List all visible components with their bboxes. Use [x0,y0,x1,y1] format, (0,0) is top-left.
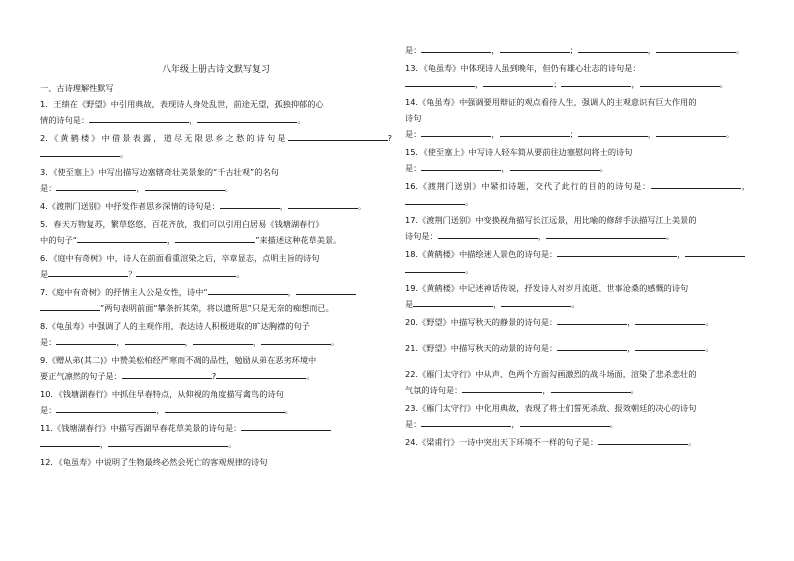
question-20: 20.《野望》中描写秋天的静景的诗句是： ， 。 [405,317,714,327]
answer-blank[interactable] [216,369,306,379]
answer-blank[interactable] [546,229,666,239]
question-16: 16.《渡荆门送别》中紧扣诗题，交代了此行的目的的诗句是： ，。 [405,181,750,207]
question-13: 13．《龟虽寿》中体现诗人虽到晚年，但仍有雄心壮志的诗句是： ， ； ， 。 [405,63,728,89]
question-text: ？ [128,269,137,279]
answer-blank[interactable] [40,147,120,157]
question-text: 21.《野望》中描写秋天的动景的诗句是： [405,343,558,353]
answer-blank[interactable] [405,195,465,205]
answer-blank[interactable] [208,285,288,295]
answer-blank[interactable] [578,43,648,53]
question-15: 15．《使至塞上》中写诗人轻车简从要前往边塞慰问将士的诗句 是： ， 。 [405,147,633,173]
answer-blank[interactable] [175,233,255,243]
question-5: 5．春天万物复苏，繁草悠悠，百花齐放，我们可以引用白居易《钱塘湖春行》 中的句子“ ， ”来描述这种花草美景。 [40,219,342,245]
answer-blank[interactable] [288,199,358,209]
question-2: 2.《黄鹤楼》中借景表露，道尽无限思乡之愁的诗句是 ?。 [40,133,392,159]
question-8: 8.《龟虽寿》中强调了人的主观作用，表达诗人积极进取的旷达胸襟的句子 是： ， ， ， 。 [40,321,340,347]
answer-blank[interactable] [421,161,501,171]
question-18: 18.《黄鹤楼》中描绘迷人景色的诗句是： ， 。 [405,246,750,278]
answer-blank[interactable] [261,335,331,345]
question-text: 是： [405,163,422,173]
question-text: ”来描述这种花草美景。 [255,235,342,245]
question-text: 20.《野望》中描写秋天的静景的诗句是： [405,317,558,327]
answer-blank[interactable] [656,43,736,53]
question-text: 10．《钱塘湖春行》中抓住早春特点，从仰视的角度描写禽鸟的诗句 [40,389,284,399]
answer-blank[interactable] [635,315,705,325]
answer-blank[interactable] [165,403,285,413]
question-text: ? [211,371,217,381]
answer-blank[interactable] [685,247,745,257]
question-12-continued: 是： ， ； ， 。 [405,45,745,55]
page-title: 八年级上册古诗文默写复习 [161,65,270,75]
question-text: 14.《龟虽寿》中强调要用辩证的观点看待人生，强调人的主观意识有巨大作用的 [405,97,697,107]
question-10: 10．《钱塘湖春行》中抓住早春特点，从仰视的角度描写禽鸟的诗句 是： ， 。 [40,389,293,415]
answer-blank[interactable] [598,435,688,445]
question-text: 11.《钱塘湖春行》中描写西湖早春花草美景的诗句是： [40,423,242,433]
question-9: 9.《赠从弟(其二)》中赞美松柏经严寒而不凋的品性，勉励从弟在恶劣环境中 要正气凛然的句子是： ? 。 [40,355,317,381]
answer-blank[interactable] [241,421,331,431]
answer-blank[interactable] [136,267,236,277]
question-text: 8.《龟虽寿》中强调了人的主观作用，表达诗人积极进取的旷达胸襟的句子 [40,321,310,331]
question-23: 23.《雁门太守行》中化用典故，表现了将士们誓死杀敌、报效朝廷的决心的诗句 是： ， 。 [405,403,697,429]
answer-blank[interactable] [557,341,627,351]
answer-blank[interactable] [145,181,225,191]
answer-blank[interactable] [40,301,100,311]
question-12 [40,454,392,470]
answer-blank[interactable] [500,127,570,137]
left-column [40,0,392,472]
answer-blank[interactable] [56,335,116,345]
question-text: 6．《庭中有奇树》中，诗人在前面看重渲染之后，卒章显志，点明主旨的诗句 [40,253,320,263]
answer-blank[interactable] [288,131,388,141]
section-heading: 一、古诗理解性默写 [40,83,114,93]
question-text: 22.《雁门太守行》中从声、色两个方面勾画激烈的战斗场面，渲染了悲杀悲壮的 [405,369,697,379]
answer-blank[interactable] [193,335,253,345]
answer-blank[interactable] [405,263,465,273]
answer-blank[interactable] [557,247,677,257]
answer-blank[interactable] [640,77,720,87]
answer-blank[interactable] [462,383,542,393]
answer-blank[interactable] [108,437,228,447]
answer-blank[interactable] [520,417,610,427]
question-text: 1．王绩在《野望》中引用典故，表现诗人身处乱世，前途无望，孤独抑郁的心 [40,99,324,109]
question-text: 23.《雁门太守行》中化用典故，表现了将士们誓死杀敌、报效朝廷的决心的诗句 [405,403,697,413]
question-24: 24.《梁甫行》一诗中突出天下环境不一样的句子是： 。 [405,437,697,447]
answer-blank[interactable] [405,77,475,87]
answer-blank[interactable] [551,383,631,393]
question-text: 是： [405,45,422,55]
answer-blank[interactable] [656,127,726,137]
question-4: 4.《渡荆门送别》中抒发作者思乡深情的诗句是： ， 。 [40,201,367,211]
answer-blank[interactable] [413,297,493,307]
answer-blank[interactable] [510,161,600,171]
question-text: 是： [40,183,57,193]
question-3: 3．《使至塞上》中写出描写边塞辖奇壮美景象的“千古壮观”的名句 是： ， 。 [40,167,279,193]
question-text: 5．春天万物复苏，繁草悠悠，百花齐放，我们可以引用白居易《钱塘湖春行》 [40,219,324,229]
question-text: 要正气凛然的句子是： [40,371,122,381]
question-text: 是： [405,419,422,429]
question-text: 24.《梁甫行》一诗中突出天下环境不一样的句子是： [405,437,599,447]
answer-blank[interactable] [197,113,297,123]
question-1: 1．王绩在《野望》中引用典故，表现诗人身处乱世，前途无望，孤独抑郁的心 情的诗句是： ， 。 [40,99,324,125]
answer-blank[interactable] [578,127,648,137]
answer-blank[interactable] [296,285,356,295]
answer-blank[interactable] [651,179,741,189]
question-text: 4.《渡荆门送别》中抒发作者思乡深情的诗句是： [40,201,220,211]
answer-blank[interactable] [122,369,212,379]
question-text: 是： [405,129,422,139]
answer-blank[interactable] [635,341,705,351]
question-22: 22.《雁门太守行》中从声、色两个方面勾画激烈的战斗场面，渲染了悲杀悲壮的 气氛的诗句是： ， 。 [405,369,697,395]
question-text: 诗句是： [405,231,438,241]
answer-blank[interactable] [557,315,627,325]
question-6: 6．《庭中有奇树》中，诗人在前面看重渲染之后，卒章显志，点明主旨的诗句 是 ？ 。 [40,253,320,279]
question-text: 7.《庭中有奇树》的抒情主人公是女性，诗中“ [40,287,208,297]
answer-blank[interactable] [438,229,538,239]
answer-blank[interactable] [40,437,100,447]
question-text: 13．《龟虽寿》中体现诗人虽到晚年，但仍有雄心壮志的诗句是： [405,63,641,73]
question-text: 诗句 [405,113,422,123]
spacer [405,332,750,340]
question-text: 3．《使至塞上》中写出描写边塞辖奇壮美景象的“千古壮观”的名句 [40,167,279,177]
question-text: ”两句表明前面“攀条折其荣，将以遗所思”只是无奈的痴想而已。 [100,303,334,313]
question-text: 9.《赠从弟(其二)》中赞美松柏经严寒而不凋的品性，勉励从弟在恶劣环境中 [40,355,317,365]
question-text: 是： [40,405,57,415]
answer-blank[interactable] [77,233,167,243]
question-7: 7.《庭中有奇树》的抒情主人公是女性，诗中“ ， ”两句表明前面“攀条折其荣，将以遗所思”只是无奈的痴想而已。 [40,284,392,316]
question-text: 17.《渡荆门送别》中变换视角描写长江远景，用比喻的修辞手法描写江上美景的 [405,215,697,225]
answer-blank[interactable] [483,77,553,87]
question-text: 是 [40,269,49,279]
question-14: 14.《龟虽寿》中强调要用辩证的观点看待人生，强调人的主观意识有巨大作用的 诗句 是： ， ； ， 。 [405,97,735,139]
question-text: 是： [40,337,57,347]
right-column [405,42,750,452]
question-text: 12．《龟虽寿》中说明了生物最终必然会死亡的客观规律的诗句 [40,457,268,467]
answer-blank[interactable] [421,417,511,427]
question-17: 17.《渡荆门送别》中变换视角描写长江远景，用比喻的修辞手法描写江上美景的 诗句是： ， 。 [405,215,697,241]
answer-blank[interactable] [220,199,280,209]
spacer [405,358,750,366]
question-text: 中的句子“ [40,235,77,245]
answer-blank[interactable] [125,335,185,345]
question-text: 气氛的诗句是： [405,385,463,395]
answer-blank[interactable] [501,297,571,307]
answer-blank[interactable] [421,43,491,53]
answer-blank[interactable] [500,43,570,53]
question-text: 16.《渡荆门送别》中紧扣诗题，交代了此行的目的的诗句是： [405,181,652,191]
answer-blank[interactable] [48,267,128,277]
answer-blank[interactable] [56,181,136,191]
question-text: 18.《黄鹤楼》中描绘迷人景色的诗句是： [405,249,558,259]
question-text: 19.《黄鹤楼》中记述神话传说，抒发诗人对岁月流逝、世事沧桑的感慨的诗句 [405,283,689,293]
question-text: 15．《使至塞上》中写诗人轻车简从要前往边塞慰问将士的诗句 [405,147,633,157]
question-21: 21.《野望》中描写秋天的动景的诗句是： ， 。 [405,343,714,353]
question-text: 情的诗句是： [40,115,90,125]
answer-blank[interactable] [56,403,156,413]
question-11: 11.《钱塘湖春行》中描写西湖早春花草美景的诗句是： ， 。 [40,420,392,452]
question-text: 是 [405,299,414,309]
question-19: 19.《黄鹤楼》中记述神话传说，抒发诗人对岁月流逝、世事沧桑的感慨的诗句 是 ， 。 [405,283,689,309]
question-text: 2.《黄鹤楼》中借景表露，道尽无限思乡之愁的诗句是 [40,133,288,143]
answer-blank[interactable] [561,77,631,87]
answer-blank[interactable] [421,127,491,137]
answer-blank[interactable] [89,113,189,123]
